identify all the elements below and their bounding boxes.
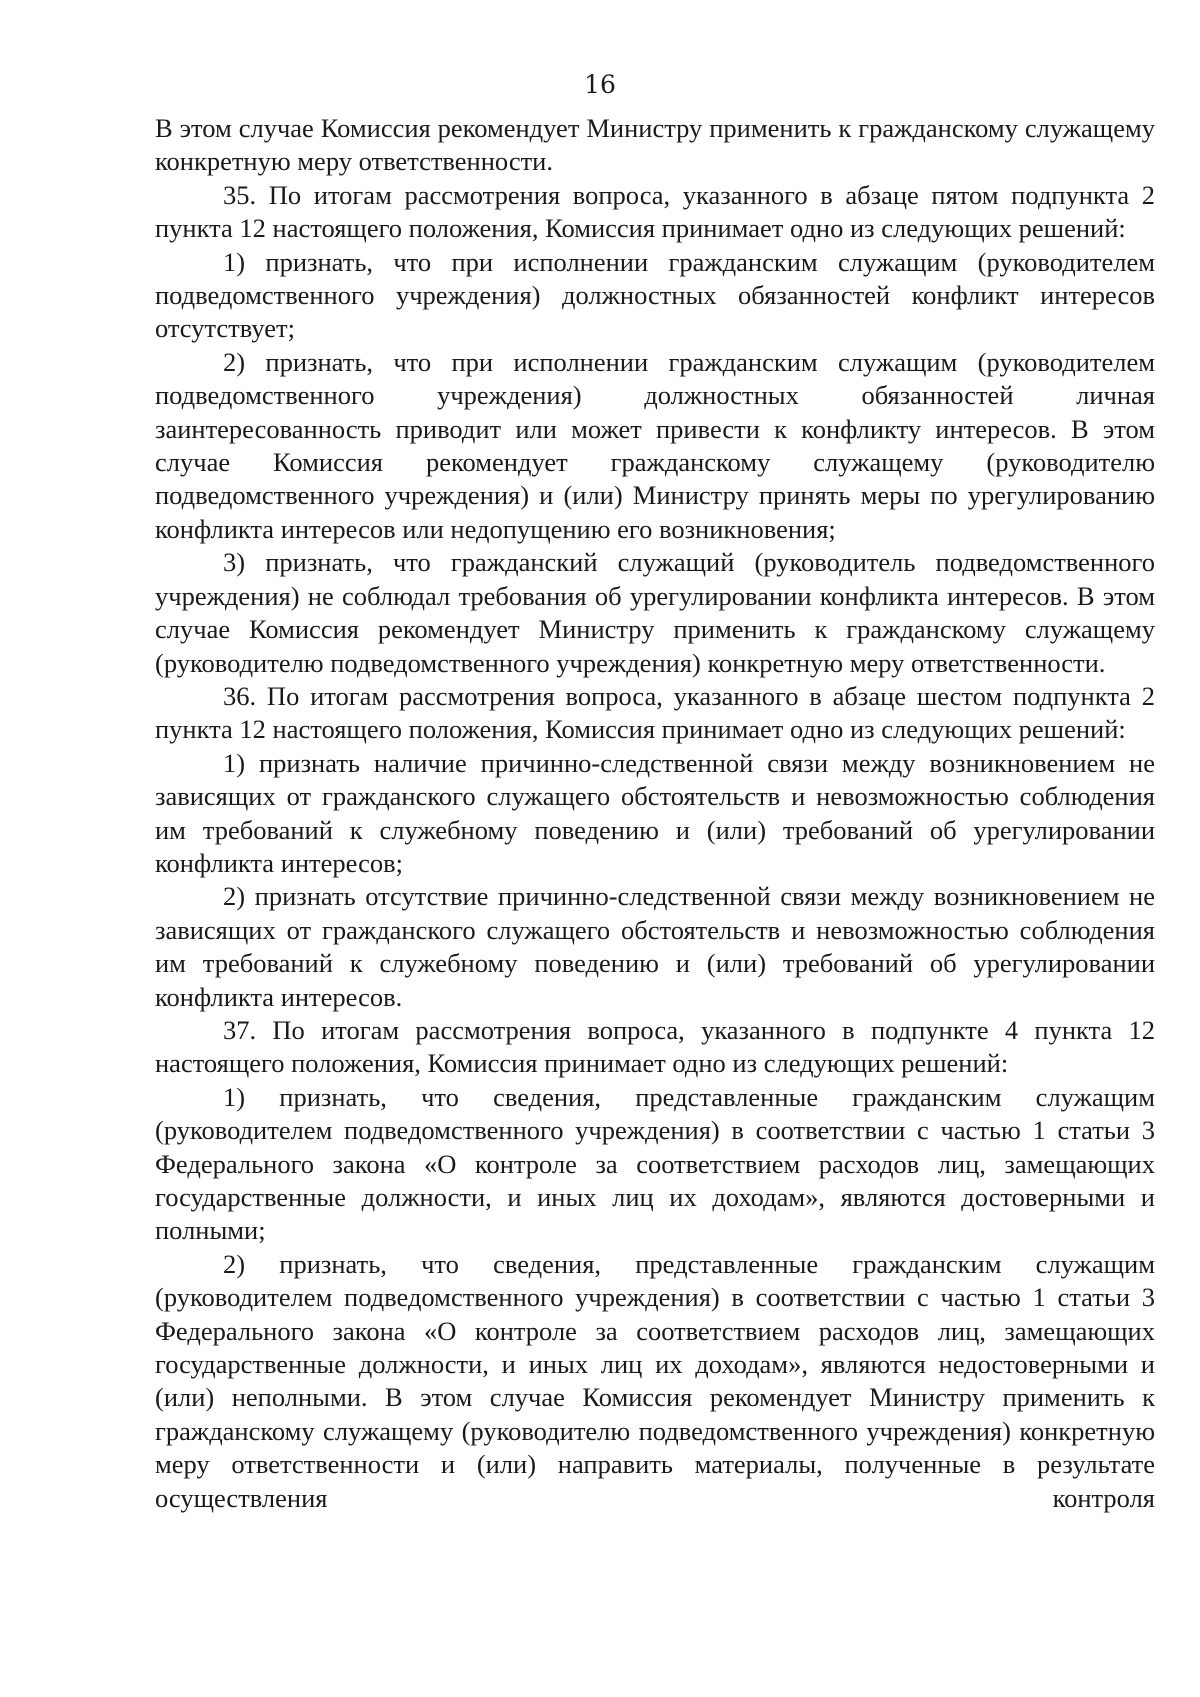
paragraph-36-option-2: 2) признать отсутствие причинно-следственной связи между возникновением не зависящих от гражданского служащего обстоятельств и невозможностью соблюдения им требований к служебному поведению и (или) требований об урегулировании конфликта интересов. [155, 881, 1155, 1012]
document-body [155, 112, 1155, 1515]
paragraph-37-option-2: 2) признать, что сведения, представленные гражданским служащим (руководителем подведомственного учреждения) в соответствии с частью 1 статьи 3 Федерального закона «О контроле за соответствием расходов лиц, замещающих государственные должности, и иных лиц их доходам», являются недостоверными и (или) неполными. В этом случае Комиссия рекомендует Министру применить к гражданскому служащему (руководителю подведомственного учреждения) конкретную меру ответственности и (или) направить материалы, полученные в результате осуществления контроля [155, 1248, 1155, 1513]
paragraph-continuation: В этом случае Комиссия рекомендует Министру применить к гражданскому служащему конкретную меру ответственности. [155, 113, 1155, 177]
paragraph-item-35: 35. По итогам рассмотрения вопроса, указанного в абзаце пятом подпункта 2 пункта 12 настоящего положения, Комиссия принимает одно из следующих решений: [155, 179, 1155, 244]
paragraph-35-option-2: 2) признать, что при исполнении гражданским служащим (руководителем подведомственного учреждения) должностных обязанностей личная заинтересованность приводит или может привести к конфликту интересов. В этом случае Комиссия рекомендует гражданскому служащему (руководителю подведомственного учреждения) и (или) Министру принять меры по урегулированию конфликта интересов или недопущению его возникновения; [155, 346, 1155, 544]
page-number: 16 [584, 70, 616, 99]
paragraph-item-36: 36. По итогам рассмотрения вопроса, указанного в абзаце шестом подпункта 2 пункта 12 настоящего положения, Комиссия принимает одно из следующих решений: [155, 680, 1155, 745]
paragraph-37-option-1: 1) признать, что сведения, представленные гражданским служащим (руководителем подведомственного учреждения) в соответствии с частью 1 статьи 3 Федерального закона «О контроле за соответствием расходов лиц, замещающих государственные должности, и иных лиц их доходам», являются достоверными и полными; [155, 1081, 1155, 1246]
paragraph-item-37: 37. По итогам рассмотрения вопроса, указанного в подпункте 4 пункта 12 настоящего положения, Комиссия принимает одно из следующих решений: [155, 1014, 1155, 1079]
paragraph-35-option-3: 3) признать, что гражданский служащий (руководитель подведомственного учреждения) не соблюдал требования об урегулировании конфликта интересов. В этом случае Комиссия рекомендует Министру применить к гражданскому служащему (руководителю подведомственного учреждения) конкретную меру ответственности. [155, 547, 1155, 678]
paragraph-36-option-1: 1) признать наличие причинно-следственной связи между возникновением не зависящих от гражданского служащего обстоятельств и невозможностью соблюдения им требований к служебному поведению и (или) требований об урегулировании конфликта интересов; [155, 747, 1155, 878]
paragraph-35-option-1: 1) признать, что при исполнении гражданским служащим (руководителем подведомственного учреждения) должностных обязанностей конфликт интересов отсутствует; [155, 246, 1155, 344]
